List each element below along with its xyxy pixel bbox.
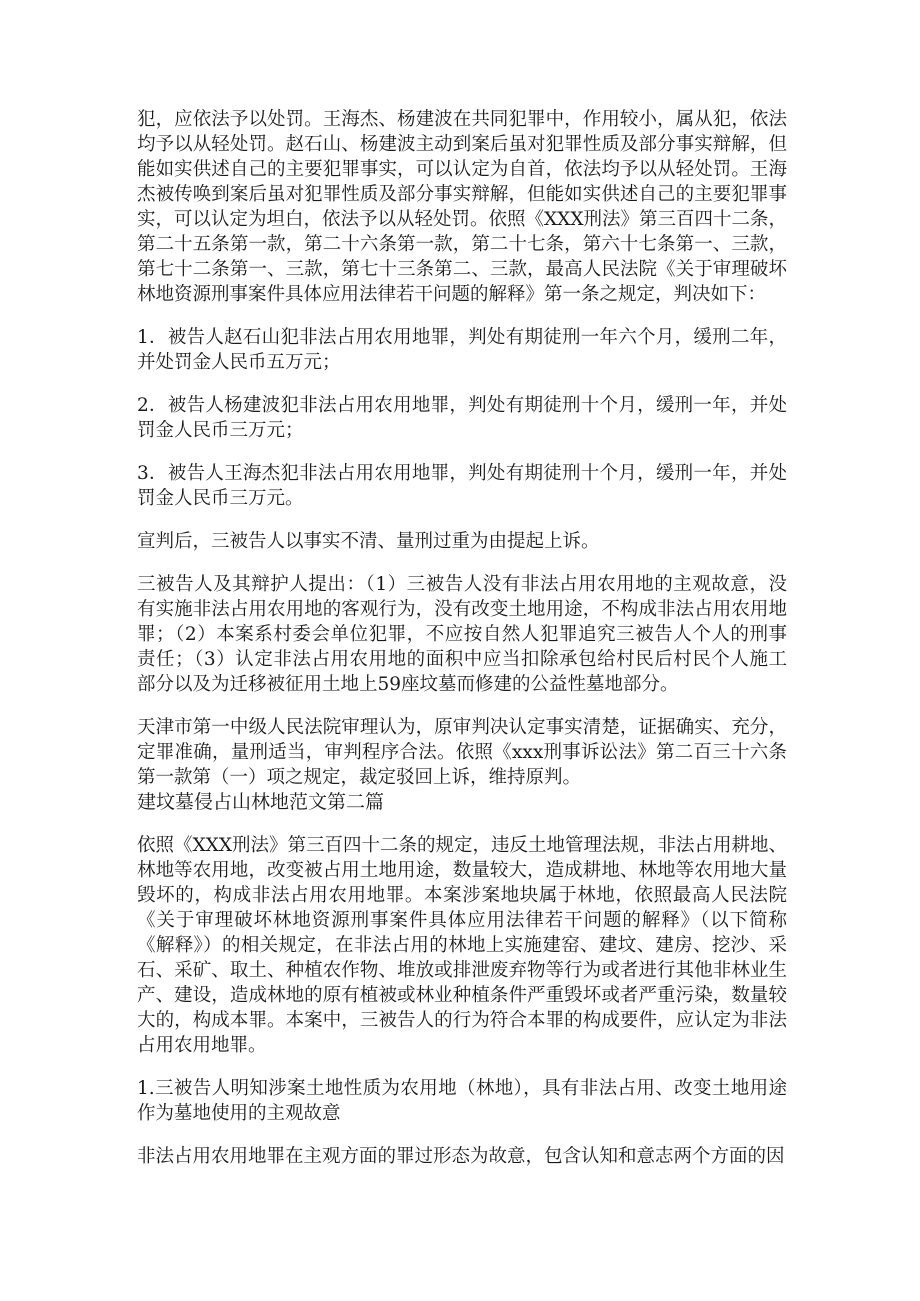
document-body [137, 107, 787, 1169]
paragraph-sentencing-basis: 犯，应依法予以处罚。王海杰、杨建波在共同犯罪中，作用较小，属从犯，依法均予以从轻处罚。赵石山、杨建波主动到案后虽对犯罪性质及部分事实辩解，但能如实供述自己的主要犯罪事实，可以认定为自首，依法均予以从轻处罚。王海杰被传唤到案后虽对犯罪性质及部分事实辩解，但能如实供述自己的主要犯罪事实，可以认定为坦白，依法予以从轻处罚。依照《XXX刑法》第三百四十二条，第二十五条第一款，第二十六条第一款，第二十七条，第六十七条第一、三款，第七十二条第一、三款，第七十三条第二、三款，最高人民法院《关于审理破坏林地资源刑事案件具体应用法律若干问题的解释》第一条之规定，判决如下： [137, 109, 788, 305]
paragraph-legal-analysis: 依照《XXX刑法》第三百四十二条的规定，违反土地管理法规，非法占用耕地、林地等农用地，改变被占用土地用途，数量较大，造成耕地、林地等农用地大量毁坏的，构成非法占用农用地罪。本案涉案地块属于林地，依照最高人民法院《关于审理破坏林地资源刑事案件具体应用法律若干问题的解释》（以下简称《解释》）的相关规定，在非法占用的林地上实施建窑、建坟、建房、挖沙、采石、采矿、取土、种植农作物、堆放或排泄废弃物等行为或者进行其他非林业生产、建设，造成林地的原有植被或林业种植条件严重毁坏或者严重污染，数量较大的，构成本罪。本案中，三被告人的行为符合本罪的构成要件，应认定为非法占用农用地罪。 [137, 835, 788, 1056]
paragraph-subjective-element: 非法占用农用地罪在主观方面的罪过形态为故意，包含认知和意志两个方面的因 [137, 1146, 785, 1167]
paragraph-verdict-1: 1．被告人赵石山犯非法占用农用地罪，判处有期徒刑一年六个月，缓刑二年，并处罚金人民币五万元； [137, 327, 787, 373]
paragraph-appeal: 宣判后，三被告人以事实不清、量刑过重为由提起上诉。 [137, 531, 600, 552]
paragraph-defense-arguments: 三被告人及其辩护人提出：（1）三被告人没有非法占用农用地的主观故意，没有实施非法占用农用地的客观行为，没有改变土地用途，不构成非法占用农用地罪；（2）本案系村委会单位犯罪，不应按自然人犯罪追究三被告人个人的刑事责任；（3）认定非法占用农用地的面积中应当扣除承包给村民后村民个人施工部分以及为迁移被征用土地上59座坟墓而修建的公益性墓地部分。 [137, 574, 787, 695]
paragraph-appellate-ruling: 天津市第一中级人民法院审理认为，原审判决认定事实清楚，证据确实、充分，定罪准确，量刑适当，审判程序合法。依照《xxx刑事诉讼法》第二百三十六条第一款第（一）项之规定，裁定驳回上诉，维持原判。 [137, 717, 787, 788]
section-heading: 建坟墓侵占山林地范文第二篇 [137, 791, 385, 813]
paragraph-verdict-2: 2．被告人杨建波犯非法占用农用地罪，判处有期徒刑十个月，缓刑一年，并处罚金人民币三万元； [137, 395, 787, 441]
paragraph-point-1: 1.三被告人明知涉案土地性质为农用地（林地），具有非法占用、改变土地用途作为墓地使用的主观故意 [137, 1078, 787, 1124]
paragraph-verdict-3: 3．被告人王海杰犯非法占用农用地罪，判处有期徒刑十个月，缓刑一年，并处罚金人民币三万元。 [137, 463, 787, 509]
